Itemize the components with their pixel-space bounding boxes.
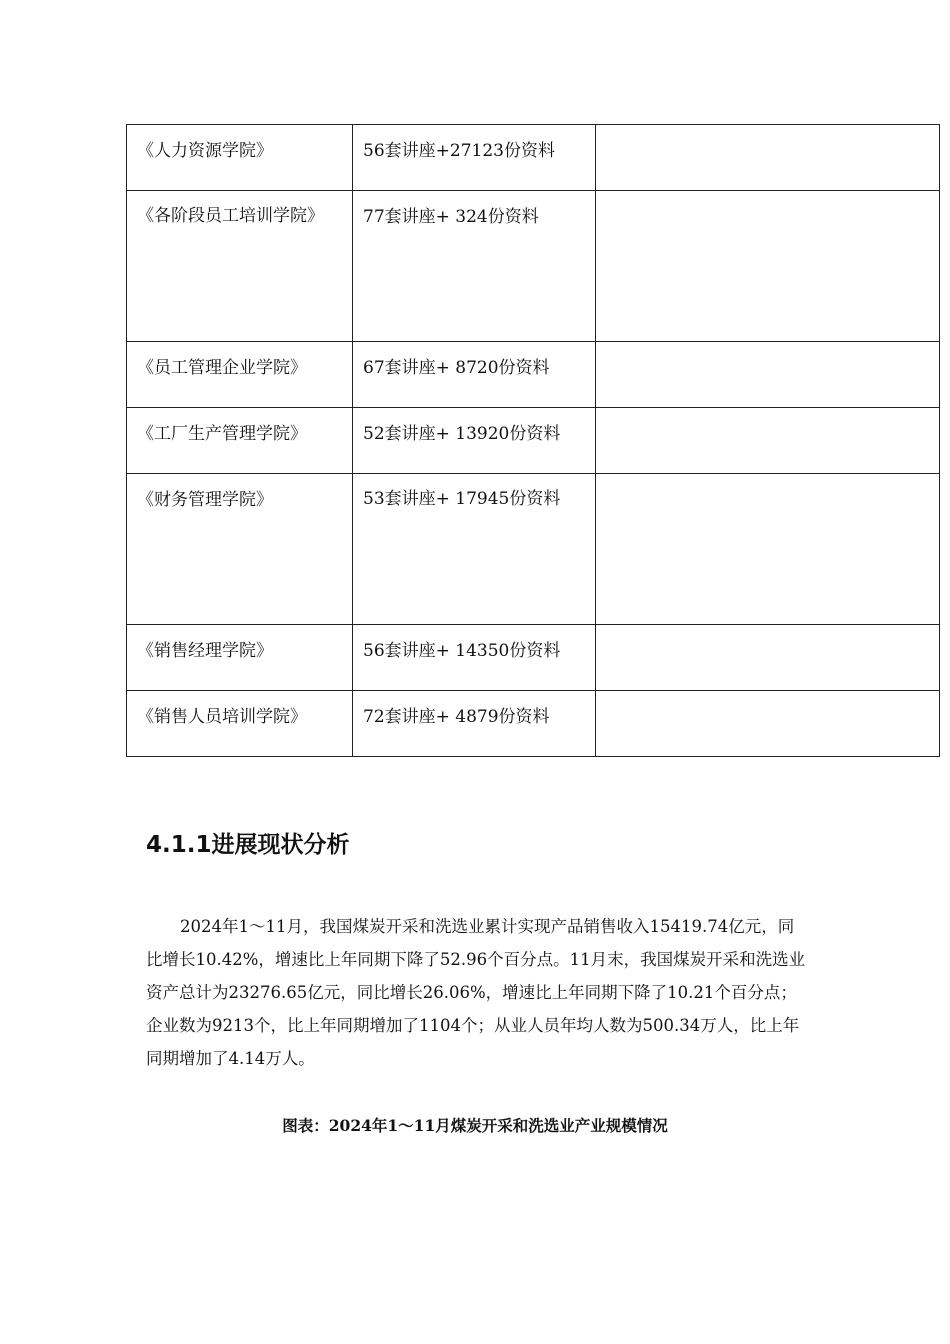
academy-note [596, 691, 939, 706]
academy-note [596, 191, 939, 206]
academy-note-cell [596, 408, 940, 474]
academy-content-cell [353, 125, 596, 191]
academy-name-cell [127, 474, 353, 625]
academy-name: 《各阶段员工培训学院》 [137, 206, 324, 226]
section-heading: 4.1.1进展现状分析 [146, 832, 350, 858]
academy-content: 67套讲座+ 8720份资料 [363, 358, 550, 378]
academy-name: 《人力资源学院》 [137, 141, 273, 161]
academy-note [596, 125, 939, 140]
academy-content: 56套讲座+27123份资料 [363, 141, 555, 161]
academy-note [596, 625, 939, 640]
academy-note-cell [596, 125, 940, 191]
academy-note-cell [596, 191, 940, 342]
academy-note [596, 474, 939, 489]
section-paragraph: 2024年1～11月，我国煤炭开采和洗选业累计实现产品销售收入15419.74亿元，同比增长10.42%，增速比上年同期下降了52.96个百分点。11月末，我国煤炭开采和洗选业资产总计为23276.65亿元，同比增长26.06%，增速比上年同期下降了10.21个百分点；企业数为9213个，比上年同期增加了1104个；从业人员年均人数为500.34万人，比上年同期增加了4.14万人。 [146, 917, 806, 1068]
academy-name-cell [127, 691, 353, 757]
academy-content-cell [353, 191, 596, 342]
academy-note-cell [596, 691, 940, 757]
table-row [127, 191, 940, 342]
table-row [127, 625, 940, 691]
table-row [127, 691, 940, 757]
academy-content-cell [353, 342, 596, 408]
academy-name: 《销售人员培训学院》 [137, 707, 307, 727]
academy-content: 77套讲座+ 324份资料 [363, 207, 539, 227]
table-row [127, 342, 940, 408]
academy-name: 《销售经理学院》 [137, 641, 273, 661]
academy-name-cell [127, 342, 353, 408]
academy-name: 《员工管理企业学院》 [137, 358, 307, 378]
academy-name: 《工厂生产管理学院》 [137, 424, 307, 444]
academy-content: 72套讲座+ 4879份资料 [363, 707, 550, 727]
academy-note-cell [596, 625, 940, 691]
figure-caption: 图表：2024年1～11月煤炭开采和洗选业产业规模情况 [282, 1116, 668, 1135]
academy-name-cell [127, 625, 353, 691]
academy-content-cell [353, 474, 596, 625]
academy-table [126, 124, 940, 757]
academy-name: 《财务管理学院》 [137, 490, 273, 510]
academy-note [596, 408, 939, 423]
academy-content: 52套讲座+ 13920份资料 [363, 424, 561, 444]
academy-note-cell [596, 474, 940, 625]
academy-content: 56套讲座+ 14350份资料 [363, 641, 561, 661]
academy-note [596, 342, 939, 357]
academy-name-cell [127, 408, 353, 474]
academy-content-cell [353, 625, 596, 691]
table-row [127, 474, 940, 625]
academy-note-cell [596, 342, 940, 408]
academy-name-cell [127, 191, 353, 342]
academy-content-cell [353, 691, 596, 757]
academy-content: 53套讲座+ 17945份资料 [363, 489, 561, 509]
